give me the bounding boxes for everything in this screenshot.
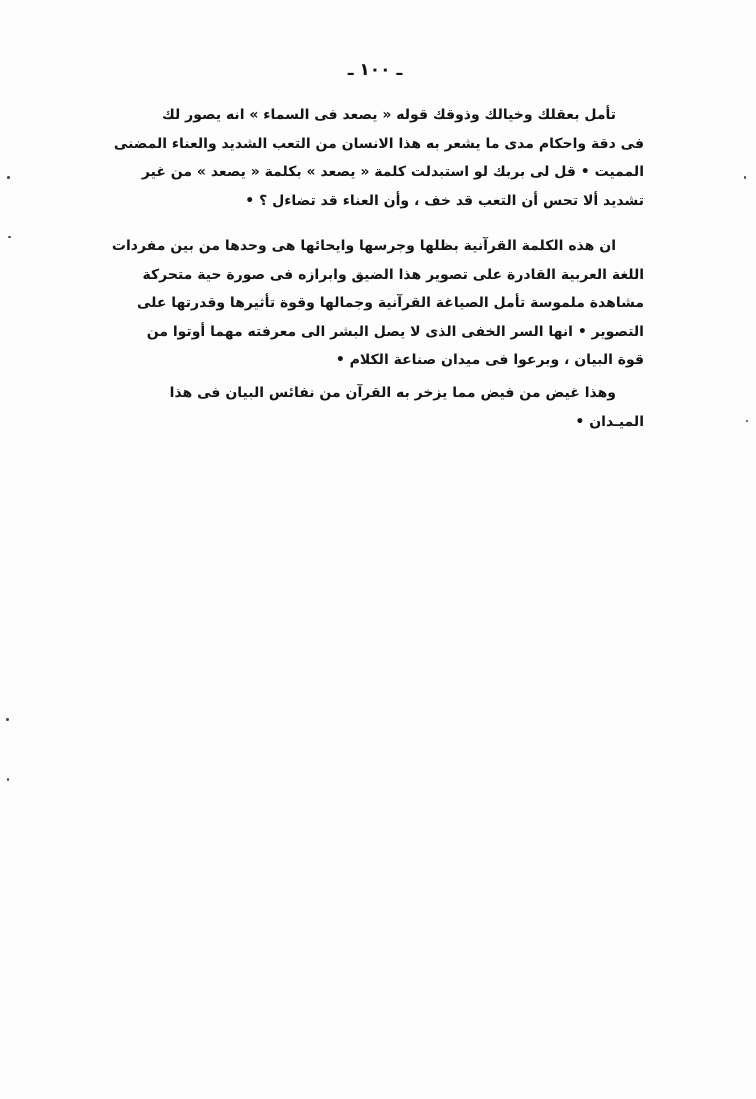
text-line: اللغة العربية القادرة على تصوير هذا الضيق وابرازه فى صورة حية متحركة bbox=[142, 266, 644, 283]
page-number: ـ ١٠٠ ـ bbox=[347, 60, 403, 80]
text-line: مشاهدة ملموسة تأمل الصياغة القرآنية وجمالها وقوة تأثيرها وقدرتها على bbox=[136, 295, 644, 311]
text-line: المميت • قل لى بربك لو استبدلت كلمة « يصعد » بكلمة « يصعد » من غير bbox=[141, 164, 644, 180]
paragraph-1 bbox=[106, 101, 644, 215]
scan-speck bbox=[6, 718, 9, 721]
paragraph-2 bbox=[106, 232, 644, 375]
scan-speck bbox=[746, 420, 748, 422]
paragraph-3 bbox=[106, 379, 644, 436]
text-line: قوة البيان ، وبرعوا فى ميدان صناعة الكلام • bbox=[335, 352, 644, 368]
text-line: وهذا غيض من فيض مما يزخر به القرآن من نفائس البيان فى هذا bbox=[169, 385, 616, 401]
text-line: تأمل بعقلك وخيالك وذوقك قوله « يصعد فى السماء » انه يصور لك bbox=[162, 107, 616, 123]
scan-speck bbox=[8, 236, 11, 238]
text-line: تشديد ألا تحس أن التعب قد خف ، وأن العناء قد تضاءل ؟ • bbox=[245, 192, 644, 209]
text-line: التصوير • انها السر الخفى الذى لا يصل البشر الى معرفته مهما أوتوا من bbox=[146, 323, 644, 340]
scan-speck bbox=[7, 778, 9, 781]
text-line: الميـدان • bbox=[575, 413, 644, 430]
scan-speck bbox=[7, 176, 10, 179]
text-line: فى دقة واحكام مدى ما يشعر به هذا الانسان من التعب الشديد والعناء المضنى bbox=[113, 135, 644, 152]
text-line: ان هذه الكلمة القرآنية بظلها وجرسها وايحائها هى وحدها من بين مفردات bbox=[111, 238, 616, 254]
scan-speck bbox=[744, 176, 746, 179]
